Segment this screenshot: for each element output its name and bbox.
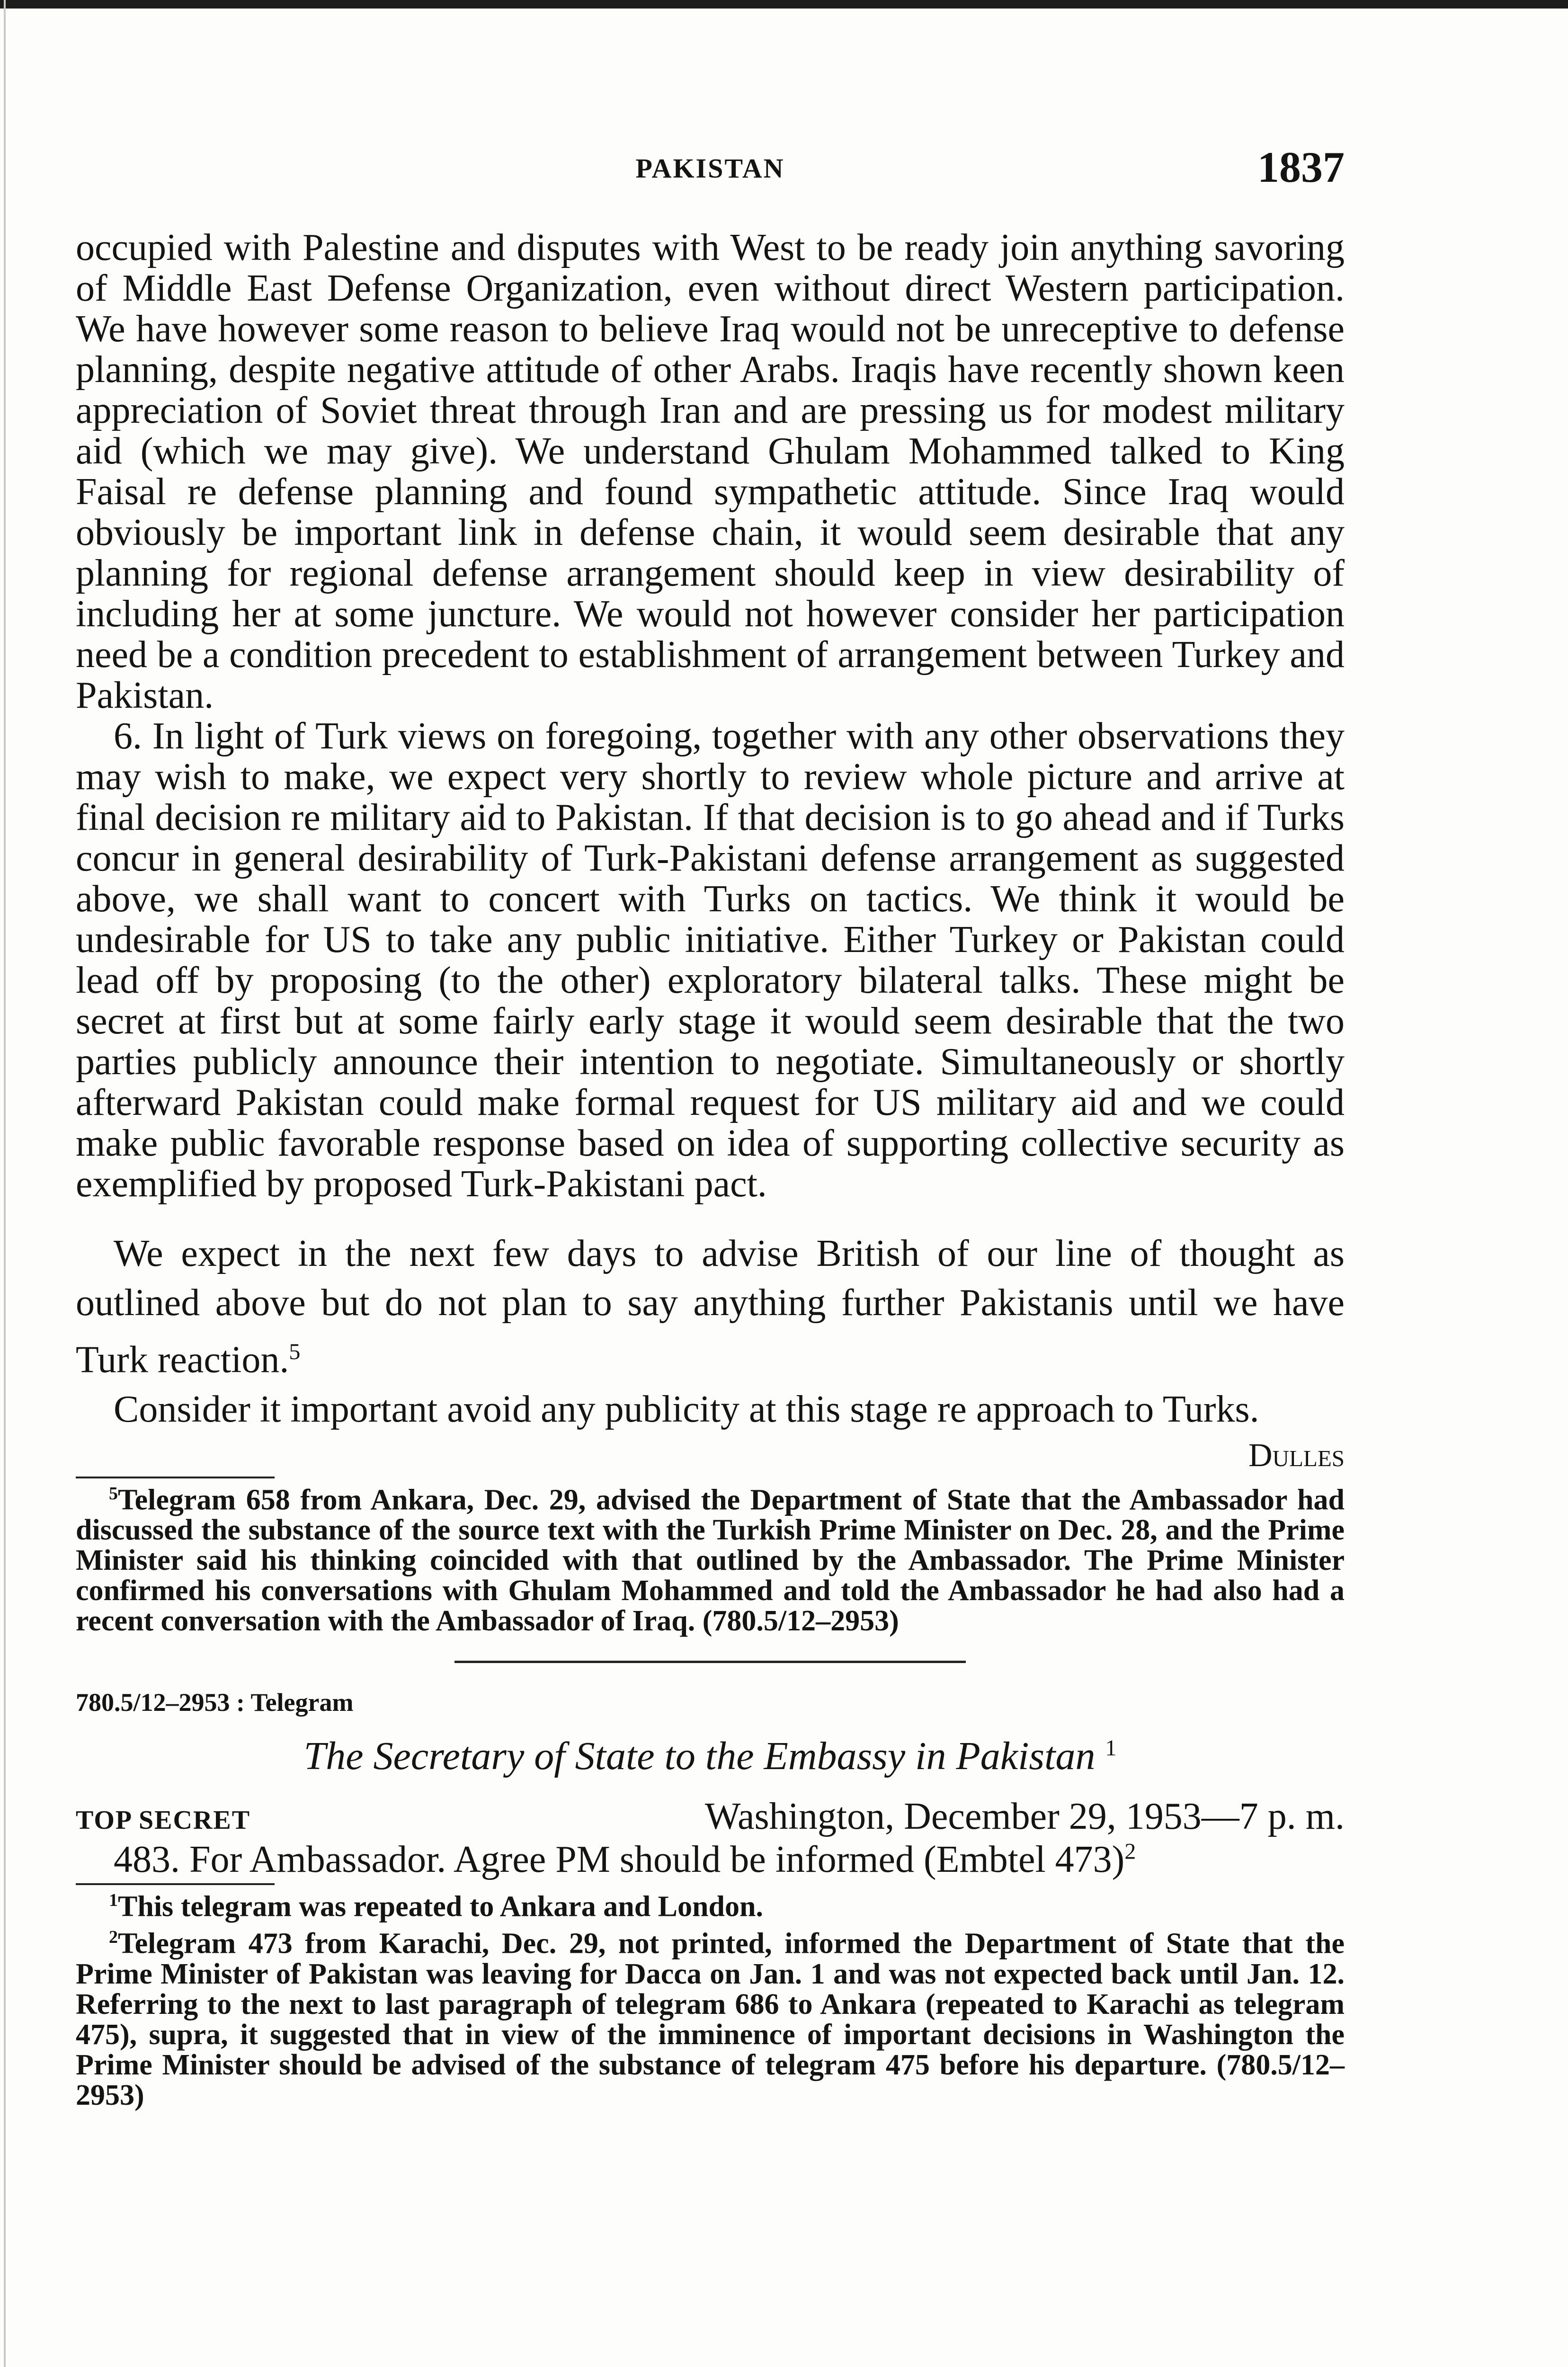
- footnote-ref-2: 2: [1124, 1839, 1136, 1864]
- document-title: [76, 1733, 1345, 1779]
- page-body: [76, 227, 1345, 2110]
- spacer: [76, 1779, 1345, 1795]
- paragraph-publicity: Consider it important avoid any publicity at this stage re approach to Turks.: [114, 1388, 1259, 1430]
- document-title-text: The Secretary of State to the Embassy in Pakistan: [303, 1734, 1096, 1779]
- telegram-opening-text: 483. For Ambassador. Agree PM should be informed (Embtel 473): [114, 1839, 1125, 1881]
- footnote-2-marker: 2: [109, 1927, 118, 1947]
- spacer: [76, 1204, 1345, 1229]
- footnote-2-text: Telegram 473 from Karachi, Dec. 29, not printed, informed the Department of State that the Prime Minister of Pakistan was leaving for Dacca on Jan. 1 and was not expected back until Jan. 12. Referring to the next to last paragraph of telegram 686 to Ankara (repeated to Karachi as telegram 475), supra, it suggested that in view of the imminence of important decisions in Washington the Prime Minister should be advised of the substance of telegram 475 before his departure. (780.5/12–2953): [76, 1927, 1345, 2111]
- document-file-id: 780.5/12–2953 : Telegram: [76, 1688, 354, 1717]
- page-left-edge: [4, 0, 6, 2367]
- place-date: Washington, December 29, 1953—7 p. m.: [704, 1796, 1345, 1838]
- spacer: [76, 1636, 1345, 1661]
- footnote-2: [76, 1922, 1345, 2110]
- dateline: [76, 1795, 1345, 1838]
- footnote-5-text: Telegram 658 from Ankara, Dec. 29, advised the Department of State that the Ambassador had discussed the substance of the source text with the Turkish Prime Minister on Dec. 28, and the Prime Minister said his thinking coincided with that outlined by the Ambassador. The Prime Minister confirmed his conversations with Ghulam Mohammed and told the Ambassador he had also had a recent conversation with the Ambassador of Iraq. (780.5/12–2953): [76, 1484, 1345, 1637]
- classification: TOP SECRET: [76, 1806, 251, 1835]
- paragraph-advise-text: We expect in the next few days to advise British of our line of thought as outlined above but do not plan to say anything further Pakistanis until we have Turk reaction.: [76, 1233, 1345, 1381]
- footnote-1-marker: 1: [109, 1890, 118, 1911]
- footnote-5-marker: 5: [109, 1483, 118, 1504]
- spacer: [76, 1663, 1345, 1688]
- paragraph-advise-british: [76, 1229, 1345, 1385]
- page-header: [76, 142, 1345, 194]
- footnote-ref-1: 1: [1105, 1735, 1117, 1761]
- footnote-ref-5: 5: [289, 1339, 301, 1364]
- footnote-5: [76, 1478, 1345, 1637]
- footnote-1-text: This telegram was repeated to Ankara and London.: [118, 1890, 763, 1923]
- running-head: PAKISTAN: [635, 153, 785, 184]
- telegram-opening: [76, 1838, 1345, 1881]
- spacer: [76, 1717, 1345, 1733]
- page-number: 1837: [1257, 143, 1345, 191]
- page-top-edge: [0, 0, 1568, 9]
- footnote-1: [76, 1885, 1345, 1922]
- paragraph-continued: occupied with Palestine and disputes with West to be ready join anything savoring of Middle East Defense Organization, even without direct Western participation. We have however some reason to believe Iraq would not be unreceptive to defense planning, despite negative attitude of other Arabs. Iraqis have recently shown keen appreciation of Soviet threat through Iran and are pressing us for modest military aid (which we may give). We understand Ghulam Mohammed talked to King Faisal re defense planning and found sympathetic attitude. Since Iraq would obviously be important link in defense chain, it would seem desirable that any planning for regional defense arrangement should keep in view desirability of including her at some juncture. We would not however consider her participation need be a condition precedent to establishment of arrangement between Turkey and Pakistan.: [76, 227, 1345, 716]
- signature: Dulles: [1248, 1437, 1345, 1474]
- paragraph-6: 6. In light of Turk views on foregoing, together with any other observations they may wish to make, we expect very shortly to review whole picture and arrive at final decision re military aid to Pakistan. If that decision is to go ahead and if Turks concur in general desirability of Turk-Pakistani defense arrangement as suggested above, we shall want to concert with Turks on tactics. We think it would be undesirable for US to take any public initiative. Either Turkey or Pakistan could lead off by proposing (to the other) exploratory bilateral talks. These might be secret at first but at some fairly early stage it would seem desirable that the two parties publicly announce their intention to negotiate. Simultaneously or shortly afterward Pakistan could make formal request for US military aid and we could make public favorable response based on idea of supporting collective security as exemplified by proposed Turk-Pakistani pact.: [76, 715, 1345, 1205]
